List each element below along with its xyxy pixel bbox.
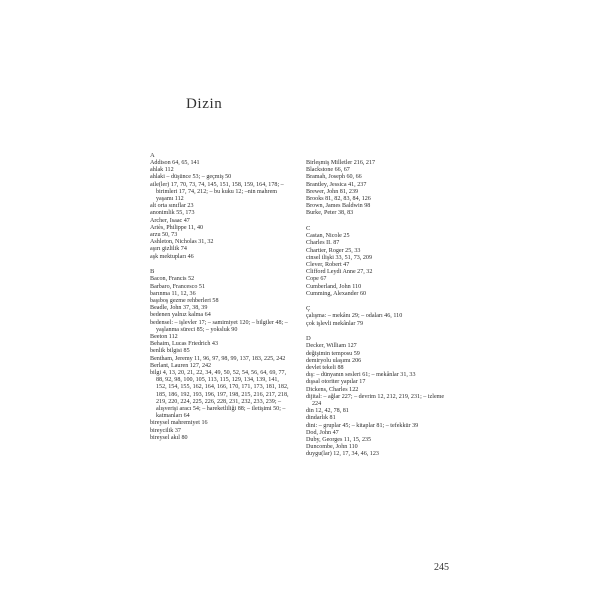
index-entry: Behaim, Lucas Friedrich 43 xyxy=(150,341,219,348)
index-entry: bireycilik 37 xyxy=(150,427,181,434)
index-entry: başıboş gezme rehberleri 58 xyxy=(150,297,219,304)
index-section xyxy=(306,335,446,458)
index-column-right xyxy=(306,152,446,466)
index-entry: Clever, Robert 47 xyxy=(306,261,350,268)
index-entry: bireysel mahremiyet 16 xyxy=(150,420,208,427)
index-entry: Dickens, Charles 122 xyxy=(306,386,359,393)
index-entry: demiryolu ulaşımı 206 xyxy=(306,357,362,364)
index-entry: Duby, Georges 11, 15, 235 xyxy=(306,437,372,443)
index-title: Dizin xyxy=(186,96,223,112)
index-entry: dindarlık 81 xyxy=(306,415,336,422)
index-section xyxy=(306,225,446,298)
index-entry: Ashleton, Nicholas 31, 32 xyxy=(150,239,214,246)
index-entry: Archer, Isaac 47 xyxy=(150,217,190,224)
index-entry: Berlant, Lauren 127, 242 xyxy=(150,362,212,369)
index-entry: cinsel ilişki 33, 51, 73, 209 xyxy=(306,254,373,261)
index-entry: Brantley, Jessica 41, 237 xyxy=(306,181,367,188)
index-entry: benlik bilgisi 85 xyxy=(150,348,190,355)
index-entry: bilgi 4, 13, 20, 21, 22, 34, 49, 50, 52, 54, 56, 64, 69, 77, 88, 92, 98, 100, 105, 113, 115, 129, 134, 139, 141, 152, 154, 155, 162, 164, 166, 170, 171, 173, 181, 182, 185, 186, 192, 193, 196, 197, 198, 215, 216, 217, 218, 219, 220, 224, 225, 226, 228, 231, 232, 233, 239; – alışverişi aracı 54; – hareketliliği 88; – iletişimi 50; – katmanları 64 xyxy=(150,369,289,420)
index-entry: Barbaro, Francesco 51 xyxy=(150,283,205,290)
index-entry: Addison 64, 65, 141 xyxy=(150,160,200,166)
index-entry: bireysel akıl 80 xyxy=(150,434,188,441)
index-entry: din 12, 42, 78, 81 xyxy=(306,408,349,415)
index-entry: Brooks 81, 82, 83, 84, 126 xyxy=(306,196,371,203)
index-entry: Brown, James Baldwin 98 xyxy=(306,203,371,210)
index-section xyxy=(306,305,446,327)
index-entry: Charles II. 87 xyxy=(306,240,340,247)
index-entry: Bacon, Francis 52 xyxy=(150,276,195,283)
index-entry: Clifford Leydi Anne 27, 32 xyxy=(306,269,373,276)
index-entry: devlet tekeli 88 xyxy=(306,364,344,371)
index-entry: arzu 50, 73 xyxy=(150,232,178,239)
section-letter: Ç xyxy=(306,305,311,313)
index-entry: Duncombe, John 110 xyxy=(306,444,358,451)
index-entry: Cumberland, John 110 xyxy=(306,283,362,290)
section-letter xyxy=(306,152,446,160)
index-entry: Bentham, Jeremy 11, 96, 97, 98, 99, 137, 183, 225, 242 xyxy=(150,355,286,362)
section-letter: A xyxy=(150,152,155,159)
index-entry: dini: – gruplar 45; – kitaplar 81; – tefekkür 39 xyxy=(306,422,419,429)
index-entry: çalışma: – mekânı 29; – odaları 46, 110 xyxy=(306,313,403,320)
index-entry: çok işlevli mekânlar 79 xyxy=(306,320,364,327)
index-entry: Burke, Peter 38, 83 xyxy=(306,210,354,217)
index-entry: dışsal otoriter yapılar 17 xyxy=(306,379,366,386)
section-letter: D xyxy=(306,335,311,343)
index-entry: anonimlik 55, 173 xyxy=(150,210,195,217)
index-entry: aşırı gizlilik 74 xyxy=(150,246,187,253)
section-letter: B xyxy=(150,268,155,276)
index-entry: aile(ler) 17, 70, 73, 74, 145, 151, 158, 159, 164, 178; – birimleri 17, 74, 212; – bu kuku 12; –nin mahrem yaşamı 112 xyxy=(150,181,284,203)
index-entry: dijital: – ağlar 227; – devrim 12, 212, 219, 231; – izleme 224 xyxy=(306,393,445,407)
index-entry: değişimin temposu 59 xyxy=(306,350,360,357)
index-entry: alt orta sınıflar 23 xyxy=(150,203,194,210)
index-entry: Birleşmiş Milletler 216, 217 xyxy=(306,160,376,166)
index-entry: Castan, Nicole 25 xyxy=(306,233,350,240)
page-number: 245 xyxy=(434,562,449,573)
index-entry: Blackstone 66, 67 xyxy=(306,167,350,174)
index-entry: bedensel: – işlevler 17; – samimiyet 120; – bilgiler 48; – yaşlanma süreci 85; – yoksluk 90 xyxy=(150,319,288,333)
index-entry: Bramah, Joseph 60, 66 xyxy=(306,174,362,181)
index-entry: Beadle, John 37, 38, 39 xyxy=(150,305,208,312)
index-column-left xyxy=(150,152,290,450)
index-entry: dış: – dünyanın sesleri 61; – mekânlar 31, 33 xyxy=(306,372,416,379)
index-section xyxy=(150,152,290,261)
index-entry: duygu(lar) 12, 17, 34, 46, 123 xyxy=(306,451,379,458)
index-entry: ahlak 112 xyxy=(150,167,174,174)
index-section xyxy=(150,268,290,442)
index-entry: Decker, William 127 xyxy=(306,343,357,350)
index-entry: Brewer, John 81, 239 xyxy=(306,188,359,195)
index-entry: Beeton 112 xyxy=(150,333,178,340)
index-entry: Dod, John 47 xyxy=(306,429,339,436)
index-section xyxy=(306,152,446,218)
index-entry: Cumming, Alexander 60 xyxy=(306,290,367,297)
index-entry: Ariès, Philippe 11, 40 xyxy=(150,224,204,231)
index-entry: Chartier, Roger 25, 33 xyxy=(306,247,361,254)
index-entry: barınma 11, 12, 36 xyxy=(150,290,196,297)
index-entry: ahlaki – düşünce 53; – geçmiş 50 xyxy=(150,174,232,181)
index-entry: bedenen yalnız kalma 64 xyxy=(150,312,211,319)
section-letter: C xyxy=(306,225,311,233)
index-entry: Cope 67 xyxy=(306,276,327,283)
index-entry: aşk mektupları 46 xyxy=(150,253,194,260)
